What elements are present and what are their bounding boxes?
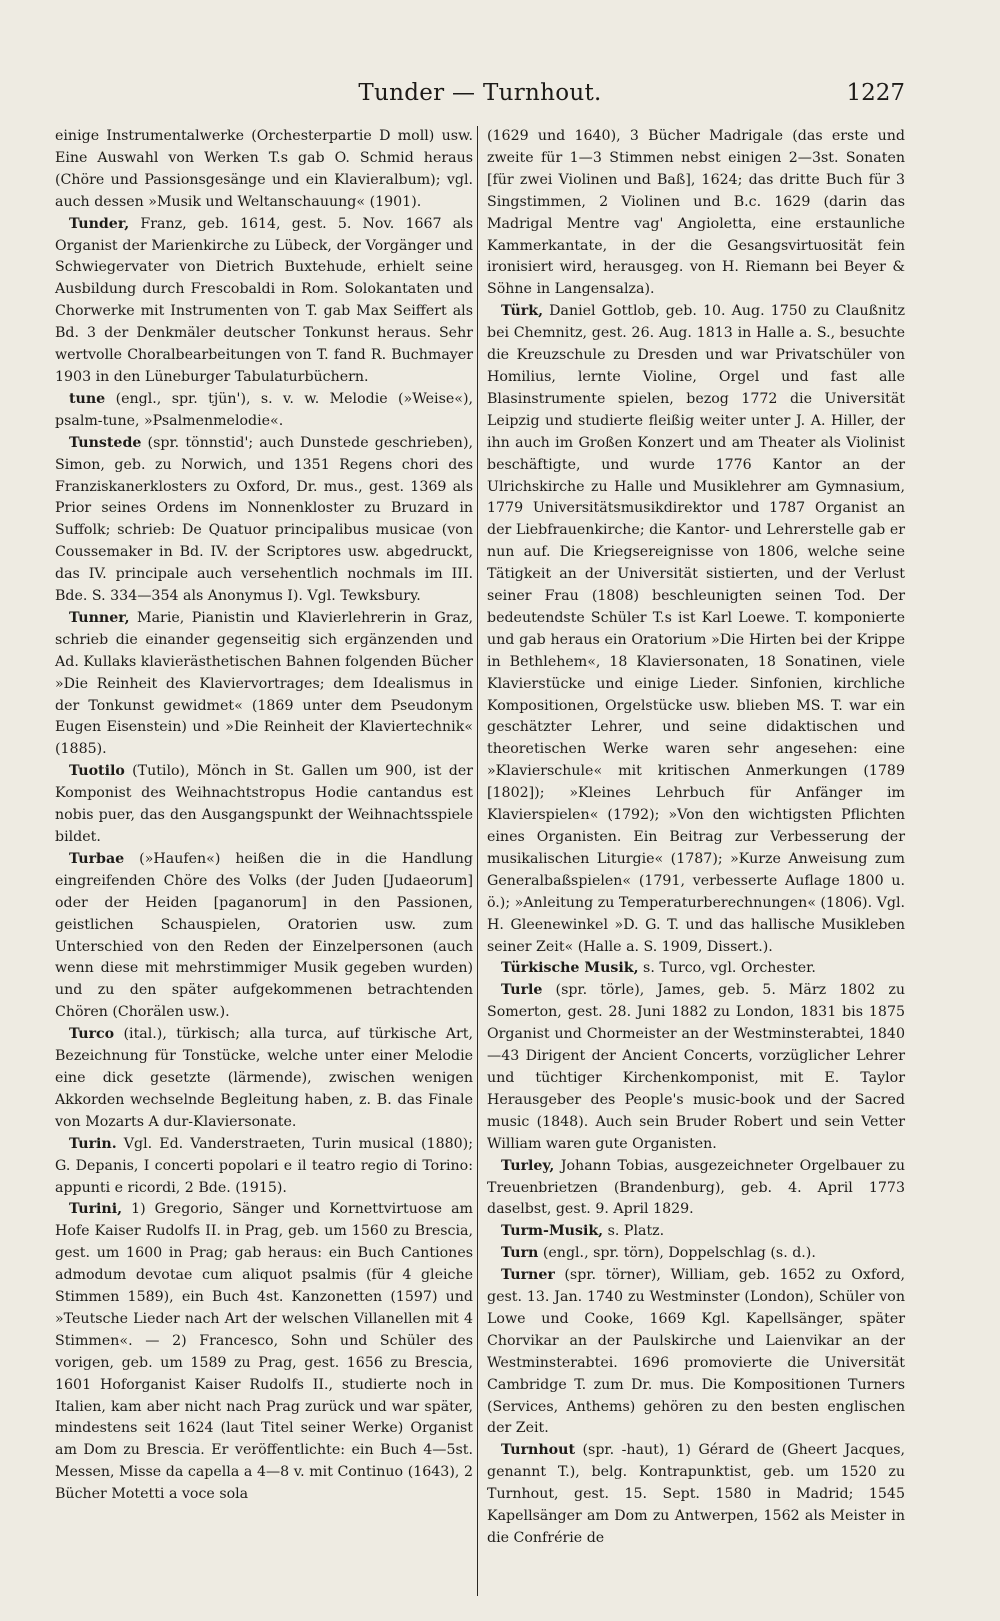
entry-text: s. Platz. <box>603 1223 665 1240</box>
entry-headword: Turini, <box>69 1201 123 1218</box>
entry-text: (spr. törle), James, geb. 5. März 1802 zu Somerton, gest. 28. Juni 1882 zu London, 1831 bis 1875 Organist und Chormeister an der Westminsterabtei, 1840—43 Dirigent der Ancient Concerts, vorzüglicher Lehrer und tüchtiger Kirchenkomponist, mit E. Taylor Herausgeber des People's music-book und der Sacred music (1848). Auch sein Bruder Robert und sein Vetter William waren gute Organisten. <box>487 982 905 1152</box>
entry-headword: Turner <box>501 1267 555 1284</box>
dictionary-entry <box>55 608 473 761</box>
entry-headword: Turn <box>501 1245 539 1262</box>
dictionary-entry <box>55 849 473 1024</box>
left-column <box>55 126 473 1506</box>
entry-continuation <box>55 126 473 214</box>
entry-headword: Tunner, <box>69 609 130 626</box>
entry-text: einige Instrumentalwerke (Orchesterpartie D moll) usw. Eine Auswahl von Werken T.s gab O. Schmid heraus (Chöre und Passionsgesänge und ein Klavieralbum); vgl. auch dessen »Musik und Weltanschauung« (1901). <box>55 128 473 210</box>
entry-text: Daniel Gottlob, geb. 10. Aug. 1750 zu Claußnitz bei Chemnitz, gest. 26. Aug. 1813 in Halle a. S., besuchte die Kreuzschule zu Dresden und war Privatschüler von Homilius, lernte Violine, Orgel und fast alle Blasinstrumente spielen, bezog 1772 die Universität Leipzig und studierte fleißig weiter unter J. A. Hiller, der ihn auch im Großen Konzert und am Theater als Violinist beschäftigte, und wurde 1776 Kantor an der Ulrichskirche zu Halle und Musiklehrer am Gymnasium, 1779 Universitätsmusikdirektor und 1787 Organist an der Liebfrauenkirche; die Kantor- und Lehrerstelle gab er nun auf. Die Kriegsereignisse von 1806, welche seine Tätigkeit an der Universität sistierten, und der Verlust seiner Frau (1808) beschleunigten seinen Tod. Der bedeutendste Schüler T.s ist Karl Loewe. T. komponierte und gab heraus ein Oratorium »Die Hirten bei der Krippe in Bethlehem«, 18 Klaviersonaten, 18 Sonatinen, viele Klavierstücke und einige Lieder. Sinfonien, kirchliche Kompositionen, Orgelstücke usw. blieben MS. T. war ein geschätzter Lehrer, und seine didaktischen und theoretischen Werke waren sehr angesehen: eine »Klavierschule« mit kritischen Anmerkungen (1789 [1802]); »Kleines Lehrbuch für Anfänger im Klavierspielen« (1792); »Von den wichtigsten Pflichten eines Organisten. Ein Beitrag zur Verbesserung der musikalischen Liturgie« (1787); »Kurze Anweisung zum Generalbaßspielen« (1791, verbesserte Auflage 1800 u. ö.); »Anleitung zu Temperaturberechnungen« (1806). Vgl. H. Gleenewinkel »D. G. T. und das hallische Musikleben seiner Zeit« (Halle a. S. 1909, Dissert.). <box>487 303 905 955</box>
dictionary-entry <box>55 389 473 433</box>
dictionary-entry <box>55 1024 473 1134</box>
dictionary-entry <box>487 1156 905 1222</box>
entry-text: (spr. törner), William, geb. 1652 zu Oxford, gest. 13. Jan. 1740 zu Westminster (London), Schüler von Lowe und Cooke, 1669 Kgl. Kapellsänger, später Chorvikar an der Paulskirche und Laienvikar an der Westminsterabtei. 1696 promovierte die Universität Cambridge T. zum Dr. mus. Die Kompositionen Turners (Services, Anthems) gehören zu den besten englischen der Zeit. <box>487 1267 905 1437</box>
entry-text: 1) Gregorio, Sänger und Kornettvirtuose am Hofe Kaiser Rudolfs II. in Prag, geb. um 1560 zu Brescia, gest. um 1600 in Prag; gab heraus: ein Buch Cantiones admodum devotae cum aliquot psalmis (für 4 gleiche Stimmen 1589), ein Buch 4st. Kanzonetten (1597) und »Teutsche Lieder nach Art der welschen Villanellen mit 4 Stimmen«. — 2) Francesco, Sohn und Schüler des vorigen, geb. um 1589 zu Prag, gest. 1656 zu Brescia, 1601 Hoforganist Kaiser Rudolfs II., studierte noch in Italien, kam aber nicht nach Prag zurück und war später, mindestens seit 1624 (laut Titel seiner Werke) Organist am Dom zu Brescia. Er veröffentlichte: ein Buch 4—5st. Messen, Misse da capella a 4—8 v. mit Continuo (1643), 2 Bücher Motetti a voce sola <box>55 1201 473 1503</box>
entry-headword: Turin. <box>69 1135 117 1152</box>
column-divider <box>477 126 478 1596</box>
entry-continuation <box>487 126 905 301</box>
dictionary-entry <box>487 958 905 980</box>
entry-headword: Tunstede <box>69 434 142 451</box>
entry-text: (»Haufen«) heißen die in die Handlung eingreifenden Chöre des Volks (der Juden [Judaeorum] oder der Heiden [paganorum] in den Passionen, geistlichen Schauspielen, Oratorien usw. zum Unterschied von den Reden der Einzelpersonen (auch wenn diese mit mehrstimmiger Musik gegeben wurden) und zu den später aufgekommenen betrachtenden Chören (Chorälen usw.). <box>55 850 473 1021</box>
entry-headword: Turnhout <box>501 1442 576 1459</box>
entry-headword: Turley, <box>501 1157 555 1174</box>
entry-text: (spr. -haut), 1) Gérard de (Gheert Jacques, genannt T.), belg. Kontrapunktist, geb. um 1520 zu Turnhout, gest. 15. Sept. 1580 in Madrid; 1545 Kapellsänger am Dom zu Antwerpen, 1562 als Meister in die Confrérie de <box>487 1442 905 1546</box>
entry-text: Marie, Pianistin und Klavierlehrerin in Graz, schrieb die einander gegenseitig sich ergänzenden und Ad. Kullaks klavierästhetischen Bahnen folgenden Bücher »Die Reinheit des Klaviervortrages; dem Idealismus in der Tonkunst gewidmet« (1869 unter dem Pseudonym Eugen Eisenstein) und »Die Reinheit der Klaviertechnik« (1885). <box>55 609 473 758</box>
entry-headword: Tunder, <box>69 215 130 232</box>
entry-headword: Tuotilo <box>69 763 125 780</box>
dictionary-entry <box>487 1440 905 1550</box>
entry-headword: Turco <box>69 1026 115 1043</box>
page-number: 1227 <box>846 80 905 106</box>
dictionary-entry <box>55 1199 473 1506</box>
entry-text: Johann Tobias, ausgezeichneter Orgelbauer zu Treuenbrietzen (Brandenburg), geb. 4. April 1773 daselbst, gest. 9. April 1829. <box>487 1157 905 1218</box>
dictionary-entry <box>487 301 905 958</box>
entry-text: Vgl. Ed. Vanderstraeten, Turin musical (1880); G. Depanis, I concerti popolari e il teatro regio di Torino: appunti e ricordi, 2 Bde. (1915). <box>55 1135 473 1196</box>
dictionary-entry <box>55 214 473 389</box>
entry-text: Franz, geb. 1614, gest. 5. Nov. 1667 als Organist der Marienkirche zu Lübeck, der Vorgänger und Schwiegervater von Dietrich Buxtehude, erhielt seine Ausbildung durch Frescobaldi in Rom. Solokantaten und Chorwerke mit Instrumenten von T. gab Max Seiffert als Bd. 3 der Denkmäler deutscher Tonkunst heraus. Sehr wertvolle Choralbearbeitungen von T. fand R. Buchmayer 1903 in den Lüneburger Tabulaturbüchern. <box>55 215 473 385</box>
dictionary-entry <box>487 1265 905 1440</box>
right-column <box>487 126 905 1550</box>
running-header <box>55 80 905 114</box>
entry-text: (1629 und 1640), 3 Bücher Madrigale (das erste und zweite für 1—3 Stimmen nebst einigen 2—3st. Sonaten [für zwei Violinen und Baß], 1624; das dritte Buch für 3 Singstimmen, 2 Violinen und B.c. 1629 (darin das Madrigal Mentre vag' Angioletta, eine erstaunliche Kammerkantate, in der die Gesangsvirtuosität fein ironisiert wird, herausgeg. von H. Riemann bei Beyer & Söhne in Langensalza). <box>487 128 905 298</box>
entry-text: s. Turco, vgl. Orchester. <box>638 960 816 977</box>
dictionary-entry <box>55 1134 473 1200</box>
running-title: Tunder — Turnhout. <box>358 80 602 106</box>
entry-text: (spr. tönnstid'; auch Dunstede geschrieben), Simon, geb. zu Norwich, und 1351 Regens chori des Franziskanerklosters zu Oxford, Dr. mus., gest. 1369 als Prior seines Ordens im Nonnenkloster zu Bruzard in Suffolk; schrieb: De Quatuor principalibus musicae (von Coussemaker in Bd. IV. der Scriptores usw. abgedruckt, das IV. principale auch versehentlich nochmals im III. Bde. S. 334—354 als Anonymus I). Vgl. Tewksbury. <box>55 434 473 605</box>
dictionary-entry <box>487 980 905 1155</box>
dictionary-entry <box>487 1243 905 1265</box>
entry-text: (ital.), türkisch; alla turca, auf türkische Art, Bezeichnung für Tonstücke, welche unter einer Melodie eine dick gesetzte (lärmende), zwischen wenigen Akkorden wechselnde Begleitung haben, z. B. das Finale von Mozarts A dur-Klaviersonate. <box>55 1026 473 1130</box>
entry-headword: Türkische Musik, <box>501 960 639 977</box>
entry-headword: Turm-Musik, <box>501 1223 604 1240</box>
entry-headword: tune <box>69 390 106 407</box>
entry-text: (engl., spr. törn), Doppelschlag (s. d.). <box>538 1245 816 1262</box>
entry-headword: Turbae <box>69 850 125 867</box>
entry-text: (engl., spr. tjün'), s. v. w. Melodie (»Weise«), psalm-tune, »Psalmenmelodie«. <box>55 390 473 429</box>
dictionary-entry <box>55 761 473 849</box>
dictionary-entry <box>55 433 473 608</box>
entry-headword: Turle <box>501 982 543 999</box>
entry-text: (Tutilo), Mönch in St. Gallen um 900, ist der Komponist des Weihnachtstropus Hodie cantandus est nobis puer, das den Ausgangspunkt der Weihnachtsspiele bildet. <box>55 763 473 845</box>
dictionary-entry <box>487 1221 905 1243</box>
entry-headword: Türk, <box>501 303 544 320</box>
